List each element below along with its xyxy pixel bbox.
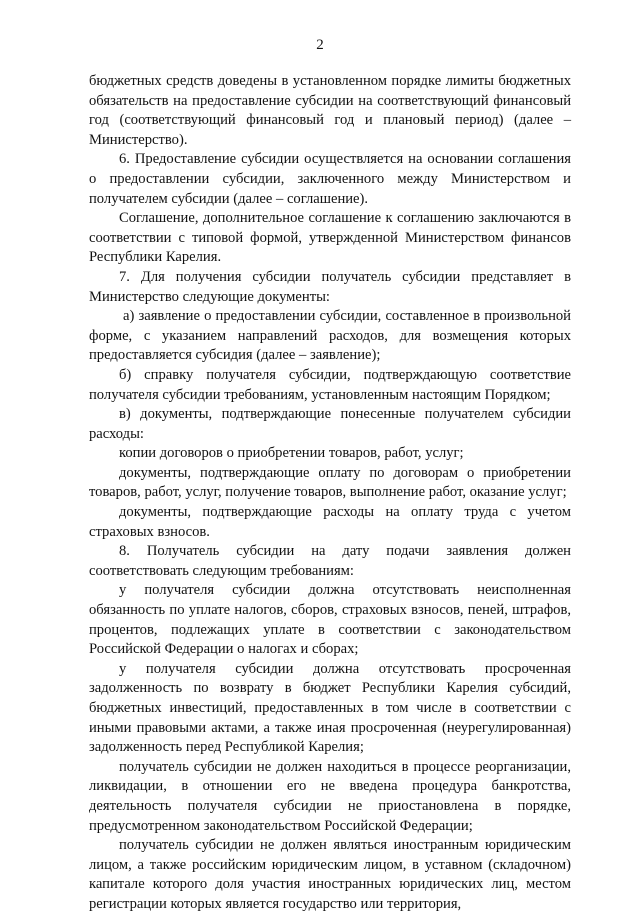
paragraph-requirement-foreign: получатель субсидии не должен являться иностранным юридическим лицом, а также российским юридическим лицом, в уставном (складочном) капитале которого доля участия иностранных юридических лиц, местом регистрации которых является государство или территория, [89,837,571,912]
page-number: 2 [316,37,324,53]
paragraph-requirement-taxes: у получателя субсидии должна отсутствовать неисполненная обязанность по уплате налогов, сборов, страховых взносов, пеней, штрафов, процентов, подлежащих уплате в соответствии с законодательством Российской Федерации о налогах и сборах; [89,582,571,658]
paragraph-item-v: в) документы, подтверждающие понесенные получателем субсидии расходы: [89,406,571,442]
document-body [89,72,571,915]
paragraph-item-b: б) справку получателя субсидии, подтверждающую соответствие получателя субсидии требованиям, установленным настоящим Порядком; [89,366,571,403]
paragraph-requirement-debt: у получателя субсидии должна отсутствовать просроченная задолженность по возврату в бюджет Республики Карелия субсидий, бюджетных инвестиций, предоставленных в том числе в соответствии с иными правовыми актами, а также иная просроченная (неурегулированная) задолженность перед Республикой Карелия; [89,660,571,756]
paragraph-agreement: Соглашение, дополнительное соглашение к соглашению заключаются в соответствии с типовой формой, утвержденной Министерством финансов Республики Карелия. [89,210,571,266]
paragraph-continuation: бюджетных средств доведены в установленном порядке лимиты бюджетных обязательств на предоставление субсидии на соответствующий финансовый год (соответствующий финансовый год и плановый период) (далее – Министерство). [89,73,571,148]
paragraph-requirement-reorganization: получатель субсидии не должен находиться в процессе реорганизации, ликвидации, в отношении его не введена процедура банкротства, деятельность получателя субсидии не приостановлена в порядке, предусмотренном законодательством Российской Федерации; [89,758,571,834]
paragraph-item-a: а) заявление о предоставлении субсидии, составленное в произвольной форме, с указанием направлений расходов, для возмещения которых предоставляется субсидия (далее – заявление); [89,308,571,364]
paragraph-contract-copies: копии договоров о приобретении товаров, работ, услуг; [119,445,464,462]
paragraph-labor-documents: документы, подтверждающие расходы на оплату труда с учетом страховых взносов. [89,504,571,540]
paragraph-clause-7: 7. Для получения субсидии получатель субсидии представляет в Министерство следующие документы: [89,268,571,305]
paragraph-payment-documents: документы, подтверждающие оплату по договорам о приобретении товаров, работ, услуг, получение товаров, выполнение работ, оказание услуг; [89,464,571,501]
paragraph-clause-8: 8. Получатель субсидии на дату подачи заявления должен соответствовать следующим требованиям: [89,543,571,579]
paragraph-clause-6: 6. Предоставление субсидии осуществляется на основании соглашения о предоставлении субсидии, заключенного между Министерством и получателем субсидии (далее – соглашение). [89,151,571,207]
